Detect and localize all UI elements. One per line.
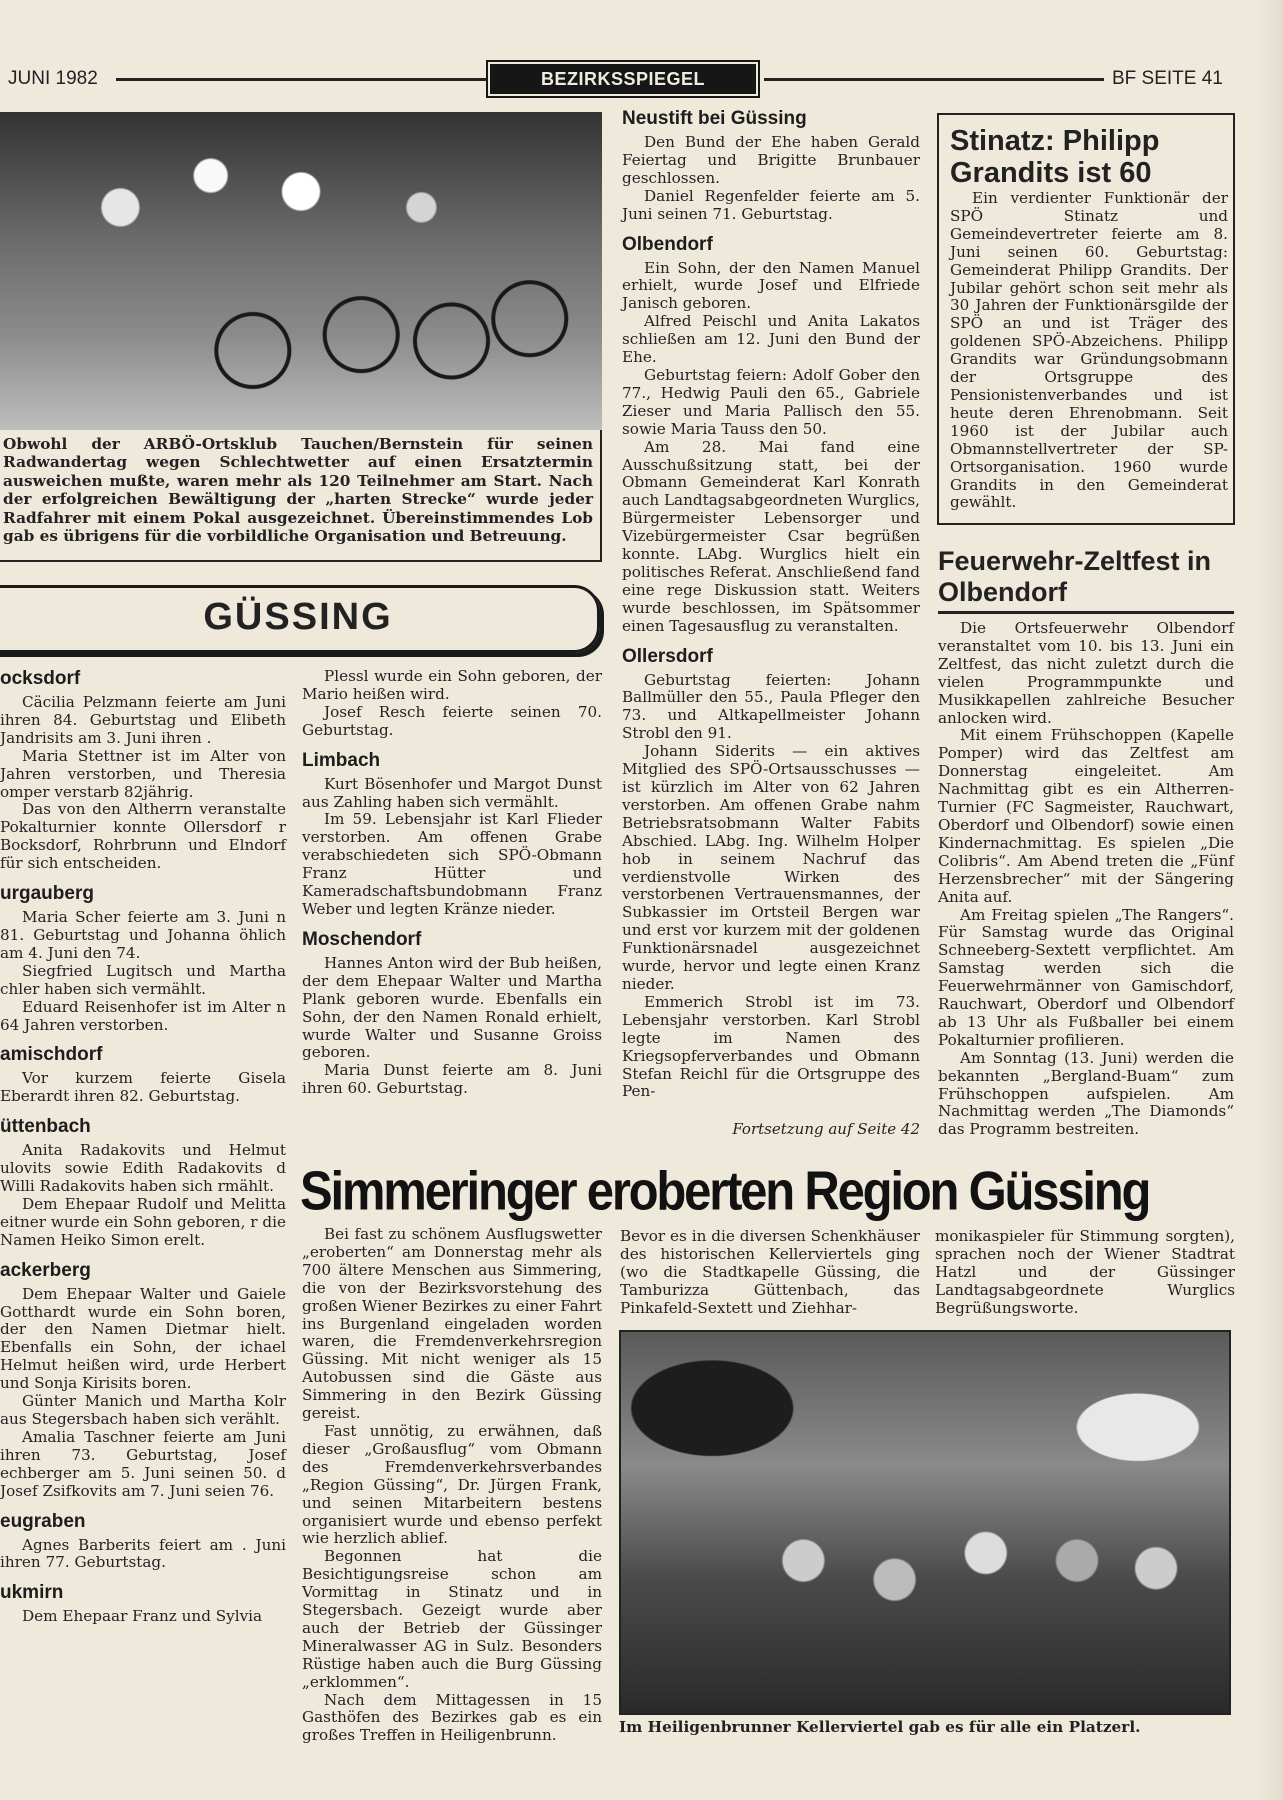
paragraph: Amalia Taschner feierte am Juni ihren 73. Geburtstag, Josef echberger am 5. Juni seinen 50. d Josef Zsifkovits am 7. Juni seien 76.: [0, 1427, 286, 1500]
paragraph: Ein Sohn, der den Namen Manuel erhielt, wurde Josef und Elfriede Janisch geboren.: [622, 258, 920, 313]
paragraph: Siegfried Lugitsch und Martha chler haben sich vermählt.: [0, 961, 286, 998]
third-column: [622, 108, 920, 1111]
paragraph: Bei fast zu schönem Ausflugswetter „eroberten“ am Donnerstag mehr als 700 ältere Menschen aus Simmering, die von der Bezirksvorstehung des großen Wiener Bezirkes zu einer Fahrt ins Burgenland eingeladen worden waren, die Fremdenverkehrsregion Güssing. Mit nicht weniger als 15 Autobussen sind die Gäste aus Simmering in den Bezirk Güssing gereist.: [302, 1225, 603, 1423]
article-headline: Feuerwehr-Zeltfest in Olbendorf: [938, 546, 1212, 607]
paragraph: Geburtstag feierten: Johann Ballmüller den 55., Paula Pfleger den 73. und Altkapellmeister Johann Strobl den 91.: [622, 670, 920, 743]
paragraph: Josef Resch feierte seinen 70. Geburtstag.: [302, 702, 602, 739]
page-number: BF SEITE 41: [1112, 68, 1223, 89]
paragraph: Günter Manich und Martha Kolr aus Stegersbach haben sich verählt.: [0, 1392, 286, 1428]
paragraph: Emmerich Strobl ist im 73. Lebensjahr verstorben. Karl Strobl legte im Namen des Kriegsopferverbandes und Obmann Stefan Reichl für die Ortsgruppe des Pen-: [622, 992, 920, 1101]
paragraph: Mit einem Frühschoppen (Kapelle Pomper) wird das Zeltfest am Donnerstag eingeleitet. Am Nachmittag gibt es ein Altherren-Turnier (FC Sagmeister, Rauchwart, Oberdorf und Olbendorf) sowie einen Kindernachmittag. Es spielen „Die Colibris“. Am Abend treten die „Fünf Herzensbrecher“ mit der Sängering Anita auf.: [938, 726, 1234, 906]
section-heading: Ollersdorf: [622, 645, 713, 667]
section-heading: ackerberg: [0, 1259, 91, 1281]
paragraph: Nach dem Mittagessen in 15 Gasthöfen des Bezirkes gab es ein großes Treffen in Heiligenbrunn.: [302, 1690, 602, 1745]
header-rule-right: [764, 78, 1104, 81]
section-heading: ocksdorf: [0, 668, 81, 689]
paragraph: Johann Siderits — ein aktives Mitglied des SPÖ-Ortsausschusses — ist kürzlich im Alter von 62 Jahren verstorben. Am offenen Grabe nahm Betriebsratsobmann Walter Fabits Abschied. LAbg. Ing. Wilhelm Holper hob in seinem Nachruf das verdienstvolle Wirken des verstorbenen Vertrauensmannes, der Subkassier im Ortsteil Bergen war und erst vor kurzem mit der goldenen Funktionärsnadel ausgezeichnet wurde, hervor und legte einen Kranz nieder.: [622, 742, 920, 993]
news-section: [622, 234, 920, 636]
paragraph: Den Bund der Ehe haben Gerald Feiertag und Brigitte Brunbauer geschlossen.: [622, 133, 920, 187]
news-section: [622, 108, 920, 224]
paragraph: Das von den Altherrn veranstalte Pokalturnier konnte Ollersdorf r Bocksdorf, Rohrbrunn und Elndorf für sich entscheiden.: [0, 800, 286, 873]
photo-caption: Obwohl der ARBÖ-Ortsklub Tauchen/Bernstein für seinen Radwandertag wegen Schlechtwetter auf einen Ersatztermin ausweichen mußte, waren mehr als 120 Teilnehmer am Start. Nach der erfolgreichen Bewältigung der „harten Strecke“ wurde jeder Radfahrer mit einem Pokal ausgezeichnet. Übereinstimmendes Lob gab es übrigens für die vorbildliche Organisation und Betreuung.: [3, 435, 593, 546]
section-heading: Limbach: [302, 749, 381, 771]
region-banner-title: GÜSSING: [203, 596, 393, 638]
article-body: [950, 190, 1228, 512]
paragraph: Daniel Regenfelder feierte am 5. Juni seinen 71. Geburtstag.: [622, 186, 920, 223]
article-headline: Simmeringer eroberten Region Güssing: [300, 1161, 1150, 1222]
paragraph: Eduard Reisenhofer ist im Alter n 64 Jahren verstorben.: [0, 997, 286, 1034]
paragraph: Bevor es in die diversen Schenkhäuser des historischen Kellerviertels ging (wo die Stadtkapelle Güssing, die Tamburizza Güttenbach, das Pinkafeld-Sextett und Ziehhar-: [620, 1227, 920, 1317]
cyclists-photo: [0, 112, 602, 430]
article-body: [938, 620, 1234, 1139]
paragraph: monikaspieler für Stimmung sorgten), sprachen noch der Wiener Stadtrat Hatzl und der Güssinger Landtagsabgeordnete Wurglics Begrüßungsworte.: [935, 1227, 1235, 1317]
middle-column: [302, 668, 602, 1108]
article-headline: Stinatz: Philipp Grandits ist 60: [950, 125, 1160, 189]
paragraph: Begonnen hat die Besichtigungsreise schon am Vormittag in Stinatz und in Stegersbach. Gezeigt wurde aber auch der Betrieb der Güssinger Mineralwasser AG in Sulz. Besonders Rüstige haben auch die Burg Güssing „erklommen“.: [302, 1547, 602, 1691]
left-column: [0, 668, 286, 1636]
continuation-note: Fortsetzung auf Seite 42: [732, 1120, 920, 1138]
paragraph: Die Ortsfeuerwehr Olbendorf veranstaltet vom 10. bis 13. Juni ein Zeltfest, das nicht zuletzt durch die vielen Programmpunkte und Musikkapellen zahlreiche Besucher anlocken wird.: [938, 619, 1234, 727]
news-section: [302, 750, 602, 919]
section-heading: amischdorf: [0, 1044, 103, 1066]
paragraph: Plessl wurde ein Sohn geboren, der Mario heißen wird.: [302, 667, 602, 703]
section-heading: urgauberg: [0, 883, 94, 905]
paragraph: Dem Ehepaar Walter und Gaiele Gotthardt wurde ein Sohn boren, der den Namen Dietmar hielt. Ebenfalls ein Sohn, der ichael Helmut heißen wird, urde Herbert und Sonja Kirisits boren.: [0, 1284, 286, 1393]
paragraph: Kurt Bösenhofer und Margot Dunst aus Zahling haben sich vermählt.: [302, 774, 602, 811]
photo-caption: Im Heiligenbrunner Kellerviertel gab es für alle ein Platzerl.: [619, 1718, 1141, 1736]
paragraph: Cäcilia Pelzmann feierte am Juni ihren 84. Geburtstag und Elibeth Jandrisits am 3. Juni ihren .: [0, 693, 286, 747]
paragraph: Maria Dunst feierte am 8. Juni ihren 60. Geburtstag.: [302, 1061, 602, 1098]
paragraph: Maria Scher feierte am 3. Juni n 81. Geburtstag und Johanna öhlich am 4. Juni den 74.: [0, 908, 286, 962]
paragraph: Dem Ehepaar Franz und Sylvia: [22, 1607, 263, 1626]
news-section: [0, 668, 286, 873]
news-section: [0, 883, 286, 1034]
article-body: [620, 1228, 920, 1318]
paragraph: Geburtstag feiern: Adolf Gober den 77., Hedwig Pauli den 65., Gabriele Zieser und Maria Pallisch den 55. sowie Maria Tauss den 50.: [622, 365, 920, 438]
paragraph: Anita Radakovits und Helmut ulovits sowie Edith Radakovits d Willi Radakovits haben sich rmählt.: [0, 1141, 286, 1196]
paragraph: Maria Stettner ist im Alter von Jahren verstorben, und Theresia omper verstarb 82jährig.: [0, 746, 286, 801]
page-edge: [1256, 0, 1283, 1800]
kellerviertel-photo: [619, 1330, 1231, 1715]
section-heading: eugraben: [0, 1510, 86, 1532]
paragraph: Am Freitag spielen „The Rangers“. Für Samstag wurde das Original Schneeberg-Sextett verpflichtet. Am Samstag werden sich die Feuerwehrmänner von Gamischdorf, Rauchwart, Oberdorf und Olbendorf ab 13 Uhr als Fußballer bei einem Pokalturnier profilieren.: [938, 905, 1234, 1049]
header-rule-left: [116, 78, 486, 81]
paragraph: Fast unnötig, zu erwähnen, daß dieser „Großausflug“ vom Obmann des Fremdenverkehrsverbandes „Region Güssing“, Dr. Jürgen Frank, und seinen Mitarbeitern bestens organisiert wurde und ebenso perfekt wie herzlich ablief.: [302, 1421, 602, 1548]
section-heading: ukmirn: [0, 1582, 64, 1604]
paragraph: Am 28. Mai fand eine Ausschußsitzung statt, bei der Obmann Gemeinderat Karl Konrath auch Landtagsabgeordneten Wurglics, Bürgermeister Lebensorger und Vizebürgermeister Csar begrüßen konnte. LAbg. Wurglics hielt ein politisches Referat. Anschließend fand eine rege Diskussion statt. Weiters wurde beschlossen, im Spätsommer einen Tagesausflug zu veranstalten.: [622, 437, 920, 635]
news-section: [0, 1260, 286, 1501]
section-title: BEZIRKSSPIEGEL: [486, 60, 760, 98]
paragraph: Am Sonntag (13. Juni) werden die bekannten „Bergland-Buam“ zum Frühschoppen aufspielen. Am Nachmittag werden „The Diamonds“ das Programm bestreiten.: [938, 1048, 1234, 1139]
news-section: [302, 668, 602, 740]
section-heading: Neustift bei Güssing: [622, 108, 807, 129]
paragraph: Hannes Anton wird der Bub heißen, der dem Ehepaar Walter und Martha Plank geboren wurde. Ebenfalls ein Sohn, der den Namen Ronald erhielt, wurde Walter und Susanne Groiss geboren.: [302, 953, 602, 1062]
section-heading: Olbendorf: [622, 233, 713, 255]
article-body: [935, 1228, 1235, 1318]
paragraph: Agnes Barberits feiert am . Juni ihren 77. Geburtstag.: [0, 1535, 286, 1572]
paragraph: Im 59. Lebensjahr ist Karl Flieder verstorben. Am offenen Grabe verabschiedeten sich SPÖ-Obmann Franz Hütter und Kameradschaftsbundobmann Franz Weber und legten Kränze nieder.: [302, 810, 602, 918]
section-heading: üttenbach: [0, 1116, 91, 1138]
issue-date: JUNI 1982: [8, 68, 98, 89]
paragraph: Vor kurzem feierte Gisela Eberardt ihren 82. Geburtstag.: [0, 1069, 286, 1106]
news-section: [0, 1044, 286, 1106]
section-heading: Moschendorf: [302, 928, 422, 950]
paragraph: Alfred Peischl und Anita Lakatos schließen am 12. Juni den Bund der Ehe.: [622, 312, 920, 367]
news-section: [302, 929, 602, 1098]
news-section: [0, 1511, 286, 1573]
article-body: [302, 1226, 602, 1745]
paragraph: Ein verdienter Funktionär der SPÖ Stinatz und Gemeindevertreter feierte am 8. Juni seinen 60. Geburtstag: Gemeinderat Philipp Grandits. Der Jubilar gehört schon seit mehr als 30 Jahren der Funktionärsgilde der SPÖ an und ist Träger des goldenen SPÖ-Abzeichens. Philipp Grandits war Gründungsobmann der Ortsgruppe des Pensionistenverbandes und ist heute deren Ehrenobmann. Seit 1960 ist der Jubilar auch Obmannstellvertreter der SP-Ortsorganisation. 1960 wurde Grandits in den Gemeinderat gewählt.: [950, 189, 1228, 512]
headline-rule: [938, 611, 1234, 614]
news-section: [0, 1116, 286, 1249]
news-section: [0, 1582, 286, 1626]
paragraph: Dem Ehepaar Rudolf und Melitta eitner wurde ein Sohn geboren, r die Namen Heiko Simon erelt.: [0, 1194, 286, 1249]
news-section: [622, 646, 920, 1102]
